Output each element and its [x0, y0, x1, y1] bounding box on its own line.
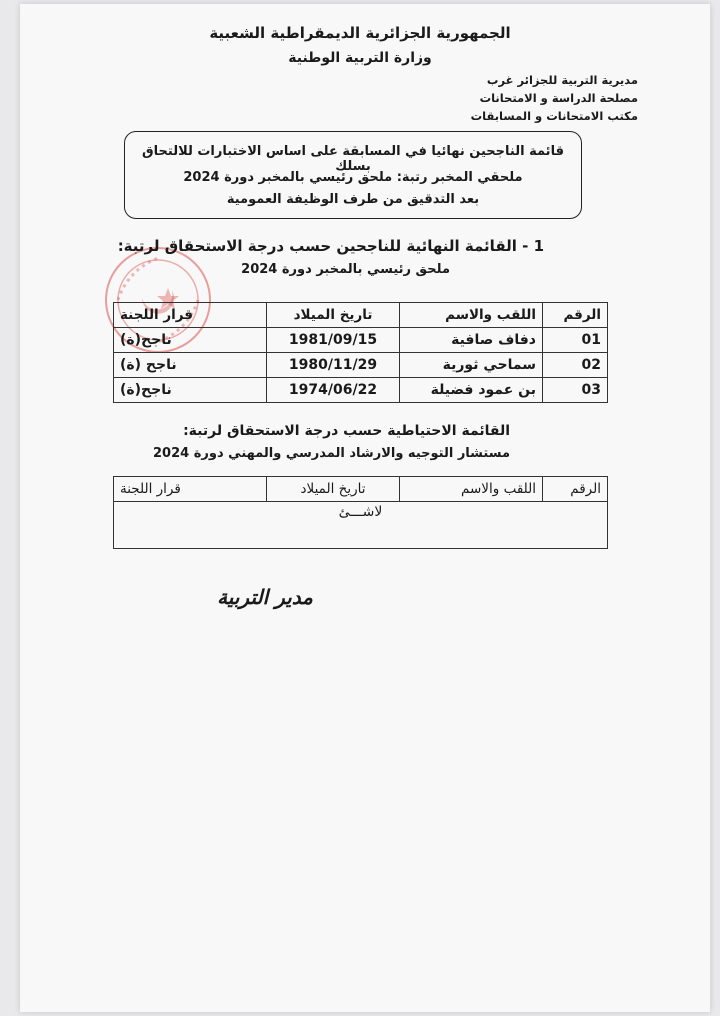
row-number: 02 [543, 353, 608, 378]
col-name-header: اللقب والاسم [400, 303, 543, 328]
table-row [114, 378, 608, 403]
table-header-row [114, 303, 608, 328]
department-line-2: مصلحة الدراسة و الامتحانات [479, 91, 638, 105]
table-header-row [114, 477, 608, 502]
row-name: بن عمود فضيلة [400, 378, 543, 403]
empty-list-text: لاشـــئ [114, 502, 608, 549]
ministry-heading: وزارة التربية الوطنية [288, 50, 432, 66]
republic-heading: الجمهورية الجزائرية الديمقراطية الشعبية [209, 24, 511, 42]
row-name: دفاف صافية [400, 328, 543, 353]
department-line-1: مديرية التربية للجزائر غرب [486, 73, 638, 87]
col-number-header: الرقم [543, 477, 608, 502]
table-row [114, 353, 608, 378]
col-decision-header: قرار اللجنة [114, 303, 267, 328]
row-birth-date: 1974/06/22 [267, 378, 400, 403]
section2-title: القائمة الاحتياطية حسب درجة الاستحقاق لرتبة: [183, 423, 510, 439]
row-decision: ناجح (ة) [114, 353, 267, 378]
section1-title: 1 - القائمة النهائية للناجحين حسب درجة الاستحقاق لرتبة: [117, 237, 544, 255]
title-line-3: بعد التدقيق من طرف الوظيفة العمومية [226, 192, 480, 207]
final-list-table [113, 302, 608, 403]
row-decision: ناجح(ة) [114, 378, 267, 403]
row-birth-date: 1981/09/15 [267, 328, 400, 353]
row-number: 01 [543, 328, 608, 353]
col-birth-header: تاريخ الميلاد [267, 477, 400, 502]
reserve-list-table [113, 476, 608, 549]
section1-subtitle: ملحق رئيسي بالمخبر دورة 2024 [241, 262, 450, 277]
director-signature: مدير التربية [217, 585, 313, 609]
row-birth-date: 1980/11/29 [267, 353, 400, 378]
col-birth-header: تاريخ الميلاد [267, 303, 400, 328]
department-line-3: مكتب الامتحانات و المسابقات [470, 109, 638, 123]
title-box [124, 131, 582, 219]
table-row [114, 502, 608, 549]
row-decision: ناجح(ة) [114, 328, 267, 353]
title-line-2: ملحقي المخبر رتبة: ملحق رئيسي بالمخبر دورة 2024 [183, 170, 523, 185]
col-number-header: الرقم [543, 303, 608, 328]
section2-subtitle: مستشار التوجيه والارشاد المدرسي والمهني دورة 2024 [153, 446, 510, 461]
col-name-header: اللقب والاسم [400, 477, 543, 502]
row-number: 03 [543, 378, 608, 403]
title-line-1: قائمة الناجحين نهائيا في المسابقة على اساس الاختبارات للالتحاق بسلك [142, 144, 564, 174]
table-row [114, 328, 608, 353]
col-decision-header: قرار اللجنة [114, 477, 267, 502]
row-name: سماحي ثورية [400, 353, 543, 378]
